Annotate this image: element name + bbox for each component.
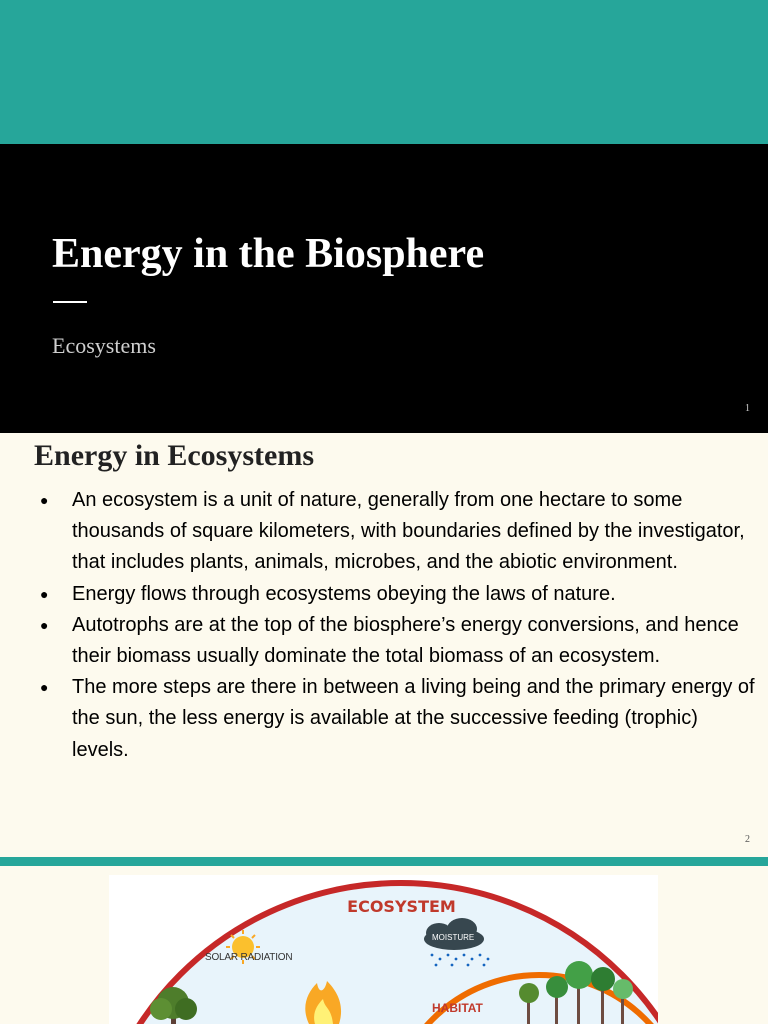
content-slide xyxy=(0,433,768,857)
diagram-slide xyxy=(0,866,768,1024)
bullet-item: ● The more steps are there in between a living being and the primary energy of the sun, the less energy is available at the successive feeding (trophic) levels. xyxy=(40,672,760,766)
title-divider xyxy=(53,301,87,303)
solar-radiation-label: SOLAR RADIATION xyxy=(205,952,293,963)
bullet-item: ● An ecosystem is a unit of nature, generally from one hectare to some thousands of square kilometers, with boundaries defined by the investigator, that includes plants, animals, microbes, and the abiotic environment. xyxy=(40,485,760,579)
title-slide xyxy=(0,144,768,433)
page-number: 1 xyxy=(745,403,750,414)
habitat-label: HABITAT xyxy=(432,1001,483,1015)
bullet-item: ● Autotrophs are at the top of the biosphere’s energy conversions, and hence their biomass usually dominate the total biomass of an ecosystem. xyxy=(40,610,760,672)
slide-subtitle: Ecosystems xyxy=(52,333,156,358)
ecosystem-diagram xyxy=(109,875,658,1024)
diagram-title: ECOSYSTEM xyxy=(347,897,456,916)
bullet-list xyxy=(40,485,760,766)
page-number: 2 xyxy=(745,834,750,845)
slide-heading: Energy in Ecosystems xyxy=(34,439,314,472)
bullet-item: ● Energy flows through ecosystems obeying the laws of nature. xyxy=(40,579,760,610)
slide-title: Energy in the Biosphere xyxy=(52,231,485,277)
slide-separator xyxy=(0,857,768,866)
moisture-label: MOISTURE xyxy=(432,933,475,942)
top-teal-banner xyxy=(0,0,768,144)
